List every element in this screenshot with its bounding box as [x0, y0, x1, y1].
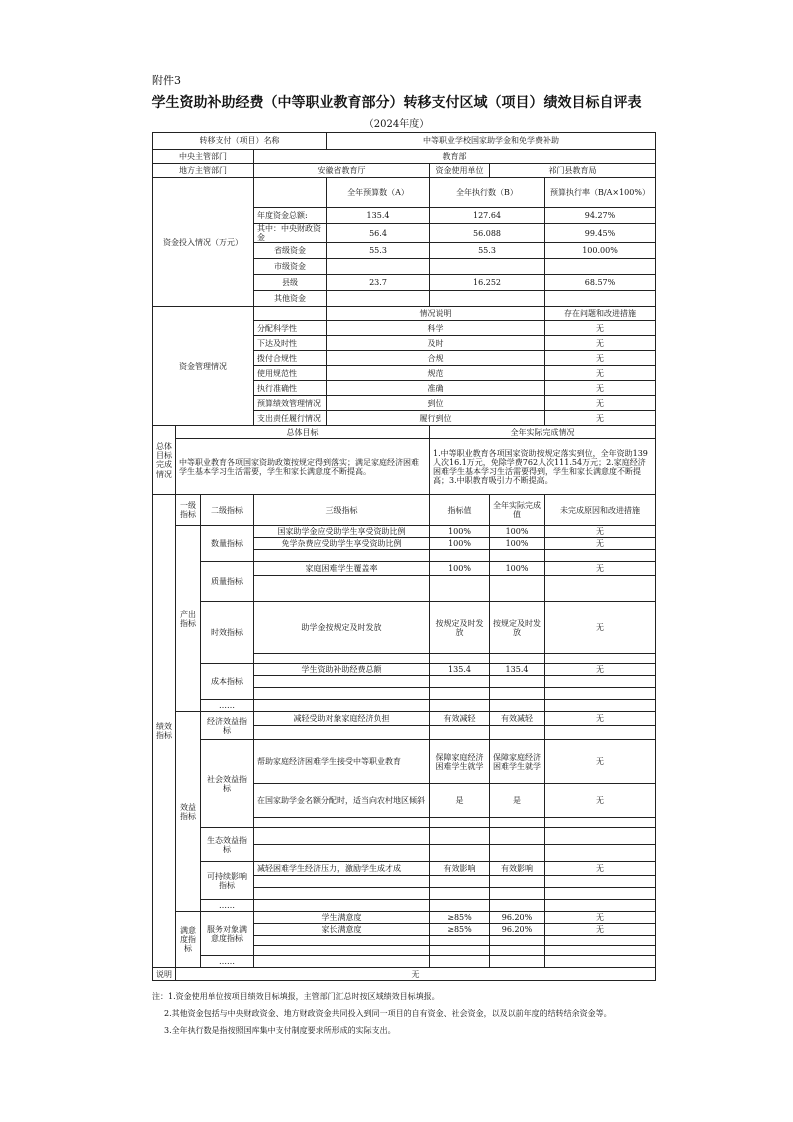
footnote: 2.其他资金包括与中央财政资金、地方财政资金共同投入到同一项目的自有资金、社会资金，以及以前年度的结转结余资金等。: [164, 1008, 612, 1018]
indicator-target: 100%: [430, 538, 490, 550]
remark-value: 无: [176, 968, 656, 981]
mgmt-row-issue: 无: [545, 336, 656, 351]
indicator-name: 国家助学金应受助学生享受资助比例: [254, 526, 430, 538]
mgmt-row-desc: 履行到位: [327, 411, 545, 426]
mgmt-row-issue: 无: [545, 411, 656, 426]
indicator-reason: 无: [545, 602, 656, 654]
indicator-actual: 100%: [490, 526, 545, 538]
funds-row-rate: 100.00%: [545, 243, 656, 259]
footnote: 注：1.资金使用单位按项目绩效目标填报，主管部门汇总时按区域绩效目标填报。: [152, 992, 440, 1001]
funds-row-rate: 94.27%: [545, 208, 656, 224]
output-label: 产出指标: [176, 526, 201, 712]
sustainable-label: 可持续影响指标: [201, 862, 254, 900]
indicator-actual: 100%: [490, 562, 545, 576]
indicator-target: 100%: [430, 562, 490, 576]
perf-h-target: 指标值: [430, 495, 490, 526]
social-label: 社会效益指标: [201, 740, 254, 828]
funds-row-budget: [327, 259, 430, 275]
mgmt-row-name: 使用规范性: [254, 366, 327, 381]
indicator-target: 135.4: [430, 664, 490, 676]
evaluation-table: [152, 132, 656, 981]
mgmt-row-name: 预算绩效管理情况: [254, 396, 327, 411]
funds-row-budget: 55.3: [327, 243, 430, 259]
funds-row-exec: [430, 291, 545, 307]
indicator-reason: 无: [545, 526, 656, 538]
mgmt-row-desc: 准确: [327, 381, 545, 396]
mgmt-label: 资金管理情况: [153, 307, 254, 426]
indicator-name: 免学杂费应受助学生享受资助比例: [254, 538, 430, 550]
indicator-target: ≥85%: [430, 912, 490, 924]
ellipsis: ……: [201, 700, 254, 712]
service-label: 服务对象满意度指标: [201, 912, 254, 956]
funds-row-exec: 16.252: [430, 275, 545, 291]
mgmt-row-desc: 科学: [327, 321, 545, 336]
mgmt-col-issue: 存在问题和改进措施: [545, 307, 656, 321]
ecological-label: 生态效益指标: [201, 828, 254, 862]
overall-actual: 1.中等职业教育各项国家资助按规定落实到位，全年资助139人次16.1万元，免除学费762人次111.54万元；2.家庭经济困难学生基本学习生活需要得到，学生和家长满意度不断提高；3.中职教育吸引力不断提高。: [430, 439, 656, 495]
mgmt-row-issue: 无: [545, 381, 656, 396]
funds-row-name: 省级资金: [254, 243, 327, 259]
funds-col-exec: 全年执行数（B）: [430, 178, 545, 208]
funds-col-budget: 全年预算数（A）: [327, 178, 430, 208]
perf-h-l1: 一级指标: [176, 495, 201, 526]
perf-h-reason: 未完成原因和改进措施: [545, 495, 656, 526]
indicator-reason: 无: [545, 664, 656, 676]
indicator-target: 有效影响: [430, 862, 490, 876]
mgmt-row-name: 执行准确性: [254, 381, 327, 396]
funds-col-rate: 预算执行率（B/A×100%）: [545, 178, 656, 208]
indicator-actual: 保障家庭经济困难学生就学: [490, 740, 545, 784]
mgmt-row-issue: 无: [545, 321, 656, 336]
funds-row-exec: 127.64: [430, 208, 545, 224]
indicator-actual: 96.20%: [490, 924, 545, 936]
indicator-target: 有效减轻: [430, 712, 490, 726]
funds-row-budget: [327, 291, 430, 307]
year-label: （2024年度）: [363, 119, 430, 130]
overall-col-actual: 全年实际完成情况: [430, 426, 656, 439]
indicator-target: 按规定及时发放: [430, 602, 490, 654]
funds-header-blank: [254, 178, 327, 208]
funds-row-rate: 68.57%: [545, 275, 656, 291]
indicator-name: 家长满意度: [254, 924, 430, 936]
funds-row-budget: 56.4: [327, 224, 430, 243]
mgmt-header-blank: [254, 307, 327, 321]
funds-row-name: 其中：中央财政资金: [254, 224, 327, 243]
effect-label: 效益指标: [176, 712, 201, 912]
footnotes: [152, 992, 652, 1042]
perf-h-l2: 二级指标: [201, 495, 254, 526]
mgmt-row-name: 下达及时性: [254, 336, 327, 351]
indicator-reason: 无: [545, 538, 656, 550]
cost-label: 成本指标: [201, 664, 254, 700]
mgmt-row-issue: 无: [545, 396, 656, 411]
overall-goal: 中等职业教育各项国家资助政策按规定得到落实；满足家庭经济困难学生基本学习生活需要，学生和家长满意度不断提高。: [176, 439, 430, 495]
quality-label: 质量指标: [201, 562, 254, 602]
perf-h-actual: 全年实际完成值: [490, 495, 545, 526]
indicator-actual: 是: [490, 784, 545, 818]
fund-unit-label: 资金使用单位: [430, 164, 490, 178]
mgmt-row-desc: 到位: [327, 396, 545, 411]
indicator-actual: 96.20%: [490, 912, 545, 924]
funds-row-exec: 56.088: [430, 224, 545, 243]
funds-row-name: 县级: [254, 275, 327, 291]
indicator-target: ≥85%: [430, 924, 490, 936]
central-dept-label: 中央主管部门: [153, 150, 254, 164]
indicator-target: 100%: [430, 526, 490, 538]
indicator-reason: 无: [545, 862, 656, 876]
mgmt-col-desc: 情况说明: [327, 307, 545, 321]
indicator-reason: 无: [545, 784, 656, 818]
indicator-name: 在国家助学金名额分配时，适当向农村地区倾斜: [254, 784, 430, 818]
indicator-reason: 无: [545, 562, 656, 576]
mgmt-row-name: 拨付合规性: [254, 351, 327, 366]
local-dept-label: 地方主管部门: [153, 164, 254, 178]
indicator-reason: 无: [545, 712, 656, 726]
indicator-name: 帮助家庭经济困难学生接受中等职业教育: [254, 740, 430, 784]
mgmt-row-desc: 规范: [327, 366, 545, 381]
indicator-name: 减轻困难学生经济压力，激励学生成才成: [254, 862, 430, 876]
mgmt-row-desc: 合规: [327, 351, 545, 366]
indicator-actual: 有效减轻: [490, 712, 545, 726]
indicator-actual: 100%: [490, 538, 545, 550]
indicator-reason: 无: [545, 912, 656, 924]
fund-unit: 祁门县教育局: [490, 164, 656, 178]
mgmt-row-name: 支出责任履行情况: [254, 411, 327, 426]
indicator-target: 保障家庭经济困难学生就学: [430, 740, 490, 784]
indicator-name: 学生资助补助经费总额: [254, 664, 430, 676]
timeliness-label: 时效指标: [201, 602, 254, 664]
funds-row-exec: [430, 259, 545, 275]
mgmt-row-desc: 及时: [327, 336, 545, 351]
page-title: 学生资助补助经费（中等职业教育部分）转移支付区域（项目）绩效目标自评表: [151, 95, 642, 111]
funds-row-rate: [545, 291, 656, 307]
footnote: 3.全年执行数是指按照国库集中支付制度要求所形成的实际支出。: [164, 1025, 396, 1035]
indicator-name: 家庭困难学生覆盖率: [254, 562, 430, 576]
funds-row-rate: [545, 259, 656, 275]
indicator-actual: 135.4: [490, 664, 545, 676]
quantity-label: 数量指标: [201, 526, 254, 562]
indicator-name: 减轻受助对象家庭经济负担: [254, 712, 430, 726]
economic-label: 经济效益指标: [201, 712, 254, 740]
funds-row-exec: 55.3: [430, 243, 545, 259]
funds-row-name: 年度资金总额:: [254, 208, 327, 224]
funds-row-budget: 23.7: [327, 275, 430, 291]
overall-label: 总体目标完成情况: [153, 426, 176, 495]
central-dept: 教育部: [254, 150, 656, 164]
perf-label: 绩效指标: [153, 495, 176, 968]
mgmt-row-issue: 无: [545, 351, 656, 366]
indicator-name: 学生满意度: [254, 912, 430, 924]
indicator-reason: 无: [545, 924, 656, 936]
funds-row-name: 市级资金: [254, 259, 327, 275]
overall-col-goal: 总体目标: [176, 426, 430, 439]
indicator-name: 助学金按规定及时发放: [254, 602, 430, 654]
indicator-actual: 按规定及时发放: [490, 602, 545, 654]
indicator-actual: 有效影响: [490, 862, 545, 876]
perf-h-l3: 三级指标: [254, 495, 430, 526]
satisfaction-label: 满意度指标: [176, 912, 201, 968]
attachment-label: 附件3: [152, 74, 181, 87]
project-label: 转移支付（项目）名称: [153, 133, 327, 150]
funds-row-rate: 99.45%: [545, 224, 656, 243]
mgmt-row-name: 分配科学性: [254, 321, 327, 336]
funds-row-name: 其他资金: [254, 291, 327, 307]
ellipsis: ……: [201, 900, 254, 912]
project-name: 中等职业学校国家助学金和免学费补助: [327, 133, 656, 150]
indicator-reason: 无: [545, 740, 656, 784]
ellipsis: ……: [201, 956, 254, 968]
indicator-target: 是: [430, 784, 490, 818]
remark-label: 说明: [153, 968, 176, 981]
funds-row-budget: 135.4: [327, 208, 430, 224]
local-dept: 安徽省教育厅: [254, 164, 430, 178]
mgmt-row-issue: 无: [545, 366, 656, 381]
funds-label: 资金投入情况（万元）: [153, 178, 254, 307]
